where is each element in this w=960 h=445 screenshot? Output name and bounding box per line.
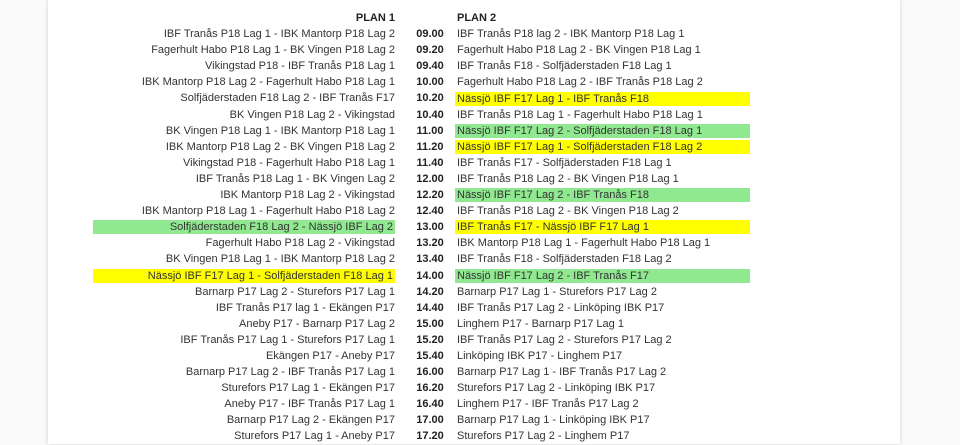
plan1-match: IBK Mantorp P18 Lag 1 - Fagerhult Habo P18 Lag 2: [141, 205, 395, 218]
plan2-match: IBF Tranås P18 Lag 2 - BK Vingen P18 Lag 1: [457, 172, 679, 185]
schedule-row: [48, 300, 900, 316]
plan2-match: Barnarp P17 Lag 1 - IBF Tranås P17 Lag 2: [457, 366, 667, 379]
plan1-match: IBF Tranås P17 Lag 1 - Sturefors P17 Lag 1: [180, 333, 395, 346]
plan2-match: IBK Mantorp P18 Lag 1 - Fagerhult Habo P18 Lag 1: [457, 237, 711, 250]
match-time: 13.20: [416, 237, 444, 250]
match-time: 17.00: [416, 414, 444, 427]
match-time: 10.40: [416, 108, 444, 121]
plan1-match: Aneby P17 - Barnarp P17 Lag 2: [239, 317, 395, 330]
plan1-match: Solfjäderstaden F18 Lag 2 - Nässjö IBF Lag 2: [93, 220, 395, 234]
plan1-match: Vikingstad P18 - Fagerhult Habo P18 Lag 1: [183, 156, 395, 169]
plan1-match: IBF Tranås P18 Lag 1 - BK Vingen Lag 2: [195, 172, 395, 185]
schedule-row: [48, 364, 900, 380]
plan2-match: IBF Tranås P18 Lag 1 - Fagerhult Habo P18 Lag 1: [457, 108, 703, 121]
plan1-match: Fagerhult Habo P18 Lag 1 - BK Vingen P18 Lag 2: [151, 44, 395, 57]
plan1-match: Nässjö IBF F17 Lag 1 - Solfjäderstaden F18 Lag 1: [93, 269, 395, 283]
plan2-match: IBF Tranås P17 Lag 2 - Sturefors P17 Lag 2: [457, 333, 672, 346]
match-time: 16.40: [416, 398, 444, 411]
match-time: 15.00: [416, 317, 444, 330]
plan2-match: Linghem P17 - Barnarp P17 Lag 1: [457, 317, 624, 330]
schedule-row: [48, 219, 900, 235]
plan1-match: Barnarp P17 Lag 2 - Sturefors P17 Lag 1: [195, 285, 395, 298]
plan2-match: Linköping IBK P17 - Linghem P17: [457, 349, 623, 362]
schedule-row: [48, 107, 900, 123]
plan2-match: Nässjö IBF F17 Lag 2 - IBF Tranås F17: [455, 269, 750, 283]
match-time: 11.40: [416, 156, 444, 169]
schedule-row: [48, 187, 900, 203]
schedule-row: [48, 139, 900, 155]
match-time: 15.20: [416, 333, 444, 346]
plan2-match: Nässjö IBF F17 Lag 1 - IBF Tranås F18: [455, 92, 750, 106]
match-time: 14.40: [416, 301, 444, 314]
match-time: 12.20: [416, 189, 444, 202]
plan2-match: Barnarp P17 Lag 1 - Linköping IBK P17: [457, 414, 650, 427]
schedule-row: [48, 268, 900, 284]
match-time: 13.00: [416, 221, 444, 234]
plan2-match: IBF Tranås P18 lag 2 - IBK Mantorp P18 Lag 1: [457, 28, 685, 41]
schedule-row: [48, 428, 900, 444]
schedule-row: [48, 284, 900, 300]
plan2-match: IBF Tranås P17 Lag 2 - Linköping IBK P17: [457, 301, 665, 314]
schedule-row: [48, 155, 900, 171]
schedule-row: [48, 251, 900, 267]
schedule-row: [48, 412, 900, 428]
time-column-header: [395, 10, 455, 26]
schedule-header-row: [48, 10, 900, 26]
document-page: [48, 0, 900, 444]
schedule-row: [48, 171, 900, 187]
plan1-match: IBK Mantorp P18 Lag 2 - BK Vingen P18 Lag 2: [165, 140, 395, 153]
schedule-row: [48, 203, 900, 219]
plan1-match: Sturefors P17 Lag 1 - Aneby P17: [234, 430, 395, 443]
plan1-match: Aneby P17 - IBF Tranås P17 Lag 1: [224, 398, 395, 411]
match-time: 16.20: [416, 382, 444, 395]
plan1-match: Ekängen P17 - Aneby P17: [265, 349, 395, 362]
schedule-row: [48, 316, 900, 332]
schedule-table: [48, 0, 900, 445]
plan1-match: Barnarp P17 Lag 2 - IBF Tranås P17 Lag 1: [185, 366, 395, 379]
match-time: 17.20: [416, 430, 444, 443]
plan2-match: Fagerhult Habo P18 Lag 2 - IBF Tranås P18 Lag 2: [457, 76, 703, 89]
match-time: 13.40: [416, 253, 444, 266]
plan1-match: Sturefors P17 Lag 1 - Ekängen P17: [221, 382, 395, 395]
plan1-match: IBF Tranås P18 Lag 1 - IBK Mantorp P18 Lag 2: [163, 28, 395, 41]
plan2-match: Linghem P17 - IBF Tranås P17 Lag 2: [457, 398, 639, 411]
schedule-row: [48, 42, 900, 58]
match-time: 15.40: [416, 349, 444, 362]
plan1-match: BK Vingen P18 Lag 2 - Vikingstad: [229, 108, 395, 121]
plan1-match: Vikingstad P18 - IBF Tranås P18 Lag 1: [205, 60, 395, 73]
schedule-row: [48, 26, 900, 42]
plan2-match: Sturefors P17 Lag 2 - Linköping IBK P17: [457, 382, 656, 395]
match-time: 11.00: [416, 124, 444, 137]
plan1-match: IBF Tranås P17 lag 1 - Ekängen P17: [215, 301, 395, 314]
plan2-match: Fagerhult Habo P18 Lag 2 - BK Vingen P18 Lag 1: [457, 44, 701, 57]
plan1-match: Barnarp P17 Lag 2 - Ekängen P17: [226, 414, 395, 427]
schedule-row: [48, 380, 900, 396]
plan2-match: IBF Tranås F17 - Solfjäderstaden F18 Lag 1: [457, 156, 672, 169]
match-time: 16.00: [416, 366, 444, 379]
match-time: 10.00: [416, 76, 444, 89]
match-time: 11.20: [416, 140, 444, 153]
match-time: 09.40: [416, 60, 444, 73]
match-time: 10.20: [416, 92, 444, 105]
plan2-match: IBF Tranås F18 - Solfjäderstaden F18 Lag 1: [457, 60, 672, 73]
match-time: 14.20: [416, 285, 444, 298]
match-time: 14.00: [416, 269, 444, 282]
match-time: 09.00: [416, 28, 444, 41]
plan1-match: IBK Mantorp P18 Lag 2 - Fagerhult Habo P18 Lag 1: [141, 76, 395, 89]
plan2-match: Nässjö IBF F17 Lag 2 - IBF Tranås F18: [455, 188, 750, 202]
schedule-row: [48, 348, 900, 364]
plan2-match: IBF Tranås F18 - Solfjäderstaden F18 Lag 2: [457, 253, 672, 266]
match-time: 09.20: [416, 44, 444, 57]
match-time: 12.40: [416, 205, 444, 218]
schedule-row: [48, 235, 900, 251]
schedule-row: [48, 332, 900, 348]
plan1-column-header: PLAN 1: [355, 12, 395, 24]
plan2-column-header: PLAN 2: [457, 12, 497, 24]
plan1-match: BK Vingen P18 Lag 1 - IBK Mantorp P18 Lag 1: [165, 124, 395, 137]
schedule-row: [48, 58, 900, 74]
plan1-match: BK Vingen P18 Lag 1 - IBK Mantorp P18 Lag 2: [165, 253, 395, 266]
plan2-match: Nässjö IBF F17 Lag 2 - Solfjäderstaden F18 Lag 1: [455, 124, 750, 138]
plan1-match: Fagerhult Habo P18 Lag 2 - Vikingstad: [205, 237, 395, 250]
match-time: 12.00: [416, 172, 444, 185]
schedule-row: [48, 396, 900, 412]
plan1-match: IBK Mantorp P18 Lag 2 - Vikingstad: [220, 189, 395, 202]
plan2-match: Sturefors P17 Lag 2 - Linghem P17: [457, 430, 630, 443]
schedule-row: [48, 74, 900, 90]
plan2-match: Barnarp P17 Lag 1 - Sturefors P17 Lag 2: [457, 285, 657, 298]
plan2-match: Nässjö IBF F17 Lag 1 - Solfjäderstaden F18 Lag 2: [455, 140, 750, 154]
schedule-row: [48, 123, 900, 139]
plan1-match: Solfjäderstaden F18 Lag 2 - IBF Tranås F17: [180, 92, 395, 105]
plan2-match: IBF Tranås P18 Lag 2 - BK Vingen P18 Lag 2: [457, 205, 679, 218]
plan2-match: IBF Tranås F17 - Nässjö IBF F17 Lag 1: [455, 220, 750, 234]
schedule-row: [48, 90, 900, 106]
